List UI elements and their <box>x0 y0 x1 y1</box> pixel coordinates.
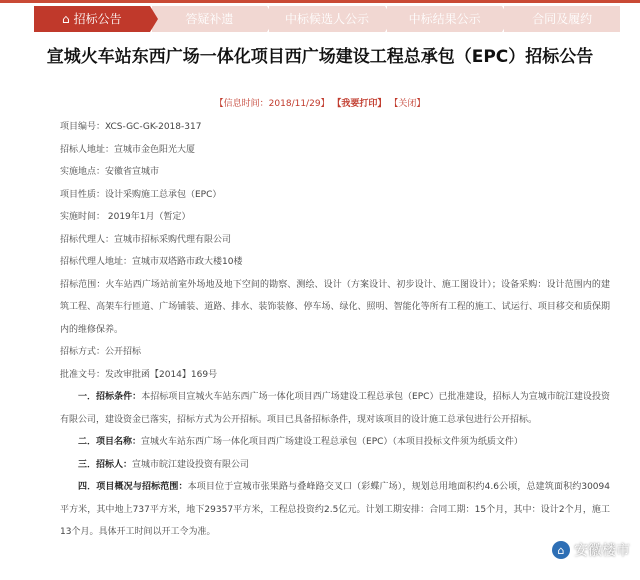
tab-label: 招标公告 <box>73 12 122 26</box>
notice-tab-bar <box>34 6 622 32</box>
tab-label: 中标结果公示 <box>408 12 481 26</box>
field-approval: 批准文号：发改审批函【2014】169号 <box>60 369 218 380</box>
tab-arrow <box>267 6 275 32</box>
field-implementation-time: 实施时间： 2019年1月（暂定） <box>60 212 191 222</box>
section-bid-conditions <box>60 386 610 431</box>
building-icon: ⌂ <box>552 541 570 559</box>
section-overview-scope <box>60 476 610 544</box>
tab-arrow <box>150 6 158 32</box>
field-agent: 招标代理人：宣城市招标采购代理有限公司 <box>60 234 232 245</box>
watermark-text: 安徽楼市 <box>574 543 630 559</box>
section-tenderer <box>60 454 610 477</box>
print-link-label: 【我要打印】 <box>332 99 387 109</box>
tab-contract[interactable] <box>504 6 620 32</box>
source-watermark <box>510 540 630 560</box>
section-heading: 四．项目概况与招标范围： <box>78 482 188 492</box>
field-location: 实施地点：安徽省宣城市 <box>60 167 160 177</box>
home-icon: ⌂ <box>61 12 70 26</box>
section-project-name <box>60 431 610 454</box>
close-link[interactable]: 【关闭】 <box>389 99 426 109</box>
section-text: 宣城火车站东西广场一体化项目西广场建设工程总承包（EPC）（本项目投标文件须为纸质文件） <box>141 437 523 447</box>
tab-result-publicity[interactable] <box>387 6 503 32</box>
field-project-number: 项目编号：XCS-GC-GK-2018-317 <box>60 122 202 132</box>
section-text: 宣城市皖江建设投资有限公司 <box>132 459 250 470</box>
top-accent-strip <box>0 0 640 3</box>
tab-clarification[interactable] <box>152 6 268 32</box>
tab-bid-announcement[interactable] <box>34 6 150 32</box>
announcement-body <box>60 116 610 544</box>
tab-label: 答疑补遗 <box>185 12 234 26</box>
field-project-nature: 项目性质：设计采购施工总承包（EPC） <box>60 189 222 200</box>
field-agent-address: 招标代理人地址：宣城市双塔路市政大楼10楼 <box>60 257 243 267</box>
tab-candidate-publicity[interactable] <box>269 6 385 32</box>
tab-label: 合同及履约 <box>532 12 593 26</box>
section-text: 本招标项目宣城火车站东西广场一体化项目西广场建设工程总承包（EPC）已批准建设，招标人为宣城市皖江建设投资有限公司，建设资金已落实，招标方式为公开招标。项目已具备招标条件，现对该项目的设计施工总承包进行公开招标。 <box>60 392 610 425</box>
section-heading: 二．项目名称： <box>78 437 142 447</box>
print-link[interactable] <box>332 99 386 109</box>
field-scope: 招标范围：火车站西广场站前室外场地及地下空间的勘察、测绘、设计（方案设计、初步设计、施工图设计）；设备采购：设计范围内的建筑工程、高架车行匝道、广场铺装、道路、排水、装饰装修、停车场、绿化、照明、智能化等所有工程的施工、试运行、项目移交和质保期内的维修保养。 <box>60 279 610 335</box>
field-tenderer-address: 招标人地址：宣城市金色阳光大厦 <box>60 144 196 155</box>
tab-label: 中标候选人公示 <box>284 12 369 26</box>
section-heading: 一．招标条件： <box>78 392 142 402</box>
field-method: 招标方式：公开招标 <box>60 347 142 357</box>
announcement-meta <box>0 96 640 109</box>
section-heading: 三．招标人： <box>78 459 133 470</box>
section-text: 本项目位于宣城市张果路与叠峰路交叉口（彩蝶广场），规划总用地面积约4.6公顷，总建筑面积约30094平方米，其中地上737平方米，地下29357平方米，工程总投资约2.5亿元。计划工期安排：合同工期：15个月，其中：设计2个月，施工 13个月。具体开工时间以开工令为准。 <box>60 482 610 537</box>
tab-arrow <box>502 6 510 32</box>
tab-arrow <box>385 6 393 32</box>
page-title: 宣城火车站东西广场一体化项目西广场建设工程总承包（EPC）招标公告 <box>46 47 594 67</box>
info-time: 【信息时间：2018/11/29】 <box>214 99 330 109</box>
